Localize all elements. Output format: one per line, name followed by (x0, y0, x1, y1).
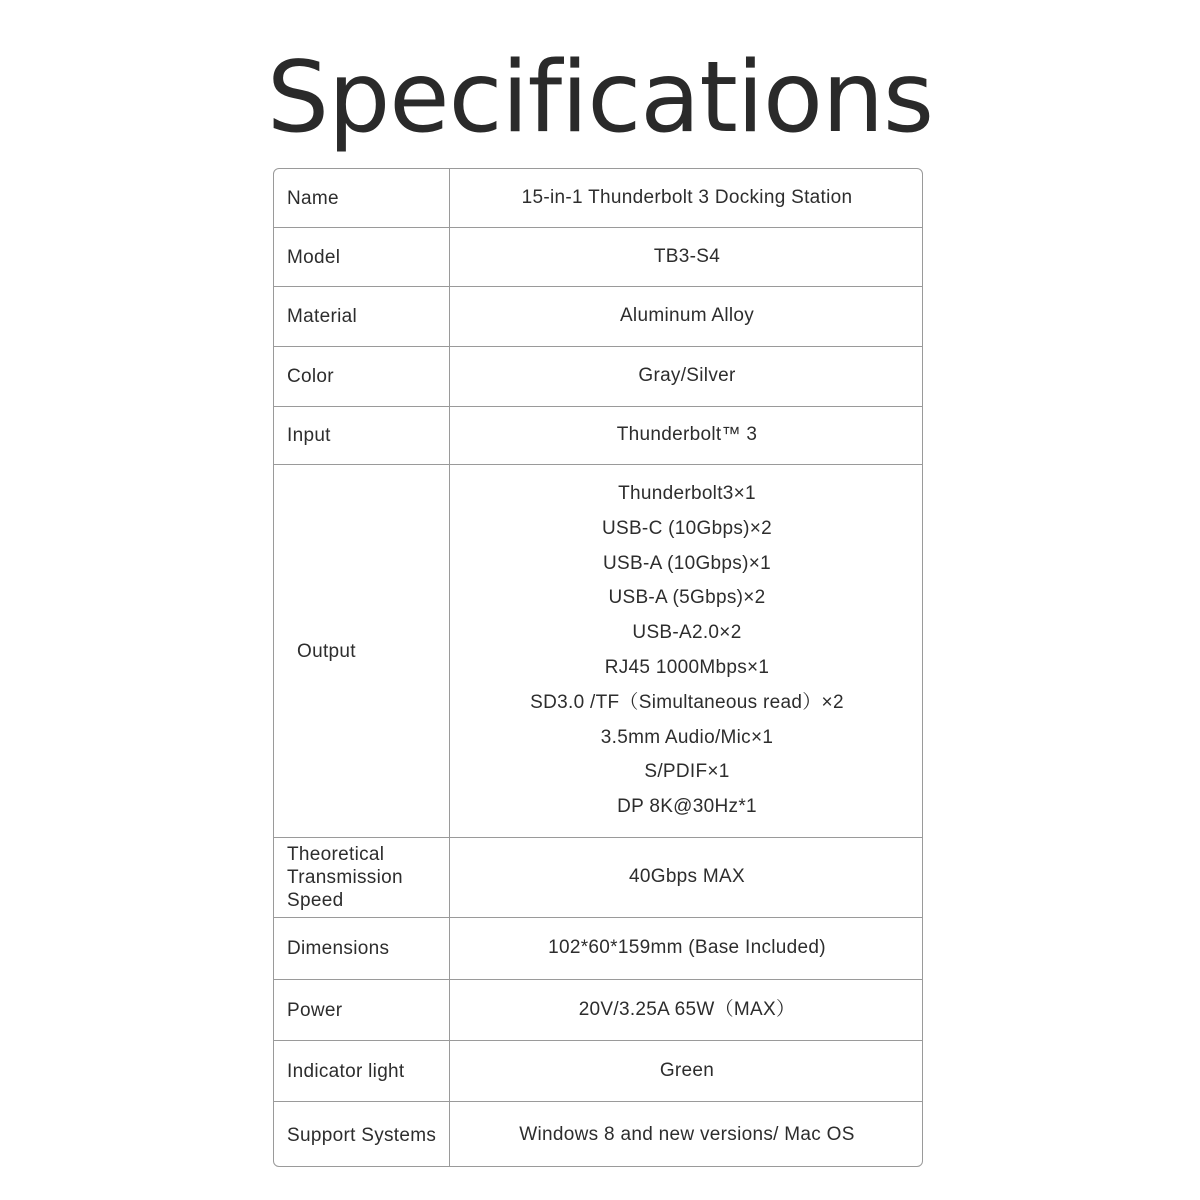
spec-value-line: Thunderbolt3×1 (618, 483, 756, 505)
spec-row-input (274, 407, 923, 465)
spec-value (450, 980, 923, 1040)
spec-value-line: USB-A2.0×2 (632, 622, 742, 644)
spec-value-line: DP 8K@30Hz*1 (617, 796, 757, 818)
spec-label: Output (274, 465, 450, 837)
spec-value-line: RJ45 1000Mbps×1 (604, 657, 770, 678)
spec-label: Name (274, 169, 450, 227)
spec-value-line: 20V/3.25A 65W（MAX） (578, 998, 796, 1020)
spec-value-line: Thunderbolt™ 3 (616, 424, 758, 446)
spec-value-line: S/PDIF×1 (644, 761, 730, 783)
spec-label: Color (274, 347, 450, 406)
spec-value-line: Gray/Silver (638, 365, 736, 387)
spec-label: Material (274, 287, 450, 346)
page-title: Specifications (266, 41, 934, 155)
spec-label: Indicator light (274, 1041, 450, 1101)
spec-row-material (274, 287, 923, 347)
spec-value (450, 228, 923, 286)
spec-row-dimensions (274, 918, 923, 980)
spec-value (450, 1102, 923, 1167)
spec-table (273, 168, 923, 1167)
spec-row-color (274, 347, 923, 407)
spec-value (450, 347, 923, 406)
spec-label: Theoretical Transmission Speed (274, 838, 450, 917)
spec-value (450, 838, 923, 917)
spec-value (450, 407, 923, 464)
spec-value-line: Green (659, 1059, 715, 1081)
spec-label: Support Systems (274, 1102, 450, 1167)
spec-row-model (274, 228, 923, 287)
spec-label: Model (274, 228, 450, 286)
spec-row-power (274, 980, 923, 1041)
spec-value (450, 465, 923, 837)
spec-row-output (274, 465, 923, 838)
spec-value-line: 15-in-1 Thunderbolt 3 Docking Station (521, 186, 853, 208)
spec-row-name (274, 169, 923, 228)
spec-value (450, 1041, 923, 1101)
spec-value-line: USB-C (10Gbps)×2 (601, 517, 773, 539)
spec-value (450, 169, 923, 227)
spec-value-line: 3.5mm Audio/Mic×1 (600, 726, 774, 748)
spec-value-line: 102*60*159mm (Base Included) (548, 937, 826, 959)
spec-value-line: USB-A (10Gbps)×1 (603, 552, 771, 574)
spec-value-line: 40Gbps MAX (629, 866, 745, 888)
spec-label: Power (274, 980, 450, 1040)
spec-value-line: TB3-S4 (653, 245, 721, 267)
spec-row-support-systems (274, 1102, 923, 1167)
spec-value-line: Aluminum Alloy (619, 305, 755, 327)
spec-row-transmission-speed (274, 838, 923, 918)
spec-label: Input (274, 407, 450, 464)
spec-value (450, 918, 923, 979)
spec-row-indicator-light (274, 1041, 923, 1102)
spec-value-line: Windows 8 and new versions/ Mac OS (519, 1123, 855, 1145)
spec-value-line: USB-A (5Gbps)×2 (608, 587, 766, 609)
spec-value (450, 287, 923, 346)
spec-value-line: SD3.0 /TF（Simultaneous read）×2 (530, 691, 844, 713)
spec-label: Dimensions (274, 918, 450, 979)
